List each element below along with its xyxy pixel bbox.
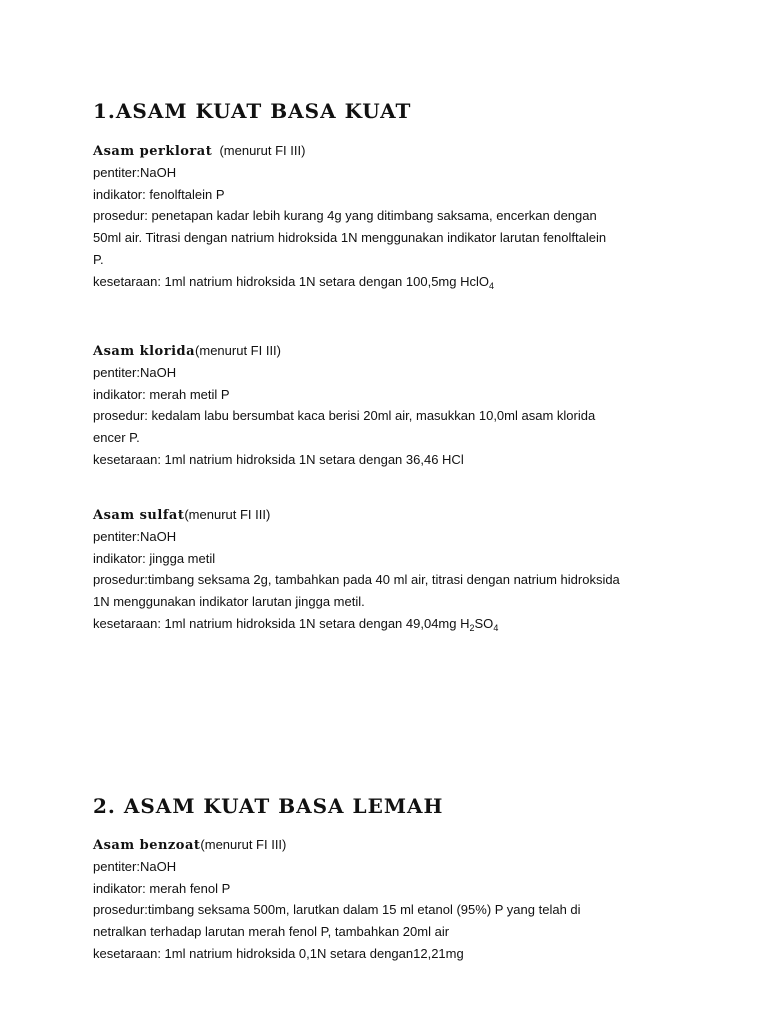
asam-perklorat-pentiter: pentiter:NaOH	[93, 165, 177, 180]
asam-sulfat-pentiter: pentiter:NaOH	[93, 529, 177, 544]
asam-perklorat-kesetaraan	[93, 271, 683, 293]
asam-perklorat-name: Asam perklorat	[93, 144, 213, 159]
section-2-heading: 2. ASAM KUAT BASA LEMAH	[93, 794, 444, 818]
asam-benzoat-pentiter: pentiter:NaOH	[93, 859, 177, 874]
asam-klorida-block	[93, 340, 683, 471]
asam-perklorat-prosedur-2: 50ml air. Titrasi dengan natrium hidroksida 1N menggunakan indikator larutan fenolftalein	[93, 230, 607, 246]
asam-benzoat-block	[93, 834, 683, 965]
asam-benzoat-indikator: indikator: merah fenol P	[93, 880, 231, 896]
asam-sulfat-kesetaraan-text: kesetaraan: 1ml natrium hidroksida 1N setara dengan 49,04mg H	[93, 615, 470, 631]
asam-sulfat-name: Asam sulfat	[93, 508, 185, 523]
asam-klorida-name: Asam klorida	[93, 344, 196, 359]
asam-klorida-kesetaraan: kesetaraan: 1ml natrium hidroksida 1N setara dengan 36,46 HCl	[93, 451, 464, 467]
asam-perklorat-kesetaraan-text: kesetaraan: 1ml natrium hidroksida 1N setara dengan 100,5mg HclO	[93, 273, 489, 289]
asam-perklorat-source: (menurut FI III)	[219, 143, 306, 158]
asam-benzoat-source: (menurut FI III)	[200, 837, 287, 852]
asam-benzoat-prosedur-2: netralkan terhadap larutan merah fenol P, tambahkan 20ml air	[93, 924, 450, 940]
asam-klorida-title	[93, 340, 683, 362]
asam-klorida-pentiter: pentiter:NaOH	[93, 365, 177, 380]
section-1-heading: 1.ASAM KUAT BASA KUAT	[93, 99, 412, 123]
asam-sulfat-kesetaraan	[93, 613, 683, 635]
asam-sulfat-source: (menurut FI III)	[184, 507, 271, 522]
asam-perklorat-kesetaraan-subscript: 4	[489, 280, 495, 291]
asam-klorida-source: (menurut FI III)	[195, 343, 281, 358]
asam-perklorat-prosedur-1: prosedur: penetapan kadar lebih kurang 4g yang ditimbang saksama, encerkan dengan	[93, 208, 597, 224]
asam-sulfat-indikator: indikator: jingga metil	[93, 550, 216, 566]
asam-sulfat-subscript-1: 2	[469, 622, 475, 633]
asam-klorida-indikator: indikator: merah metil P	[93, 386, 230, 402]
asam-sulfat-prosedur-2: 1N menggunakan indikator larutan jingga metil.	[93, 594, 365, 610]
asam-benzoat-kesetaraan: kesetaraan: 1ml natrium hidroksida 0,1N setara dengan12,21mg	[93, 945, 464, 961]
asam-benzoat-title	[93, 834, 683, 856]
asam-sulfat-prosedur-1: prosedur:timbang seksama 2g, tambahkan pada 40 ml air, titrasi dengan natrium hidroksida	[93, 572, 620, 588]
asam-perklorat-indikator: indikator: fenolftalein P	[93, 186, 225, 202]
asam-perklorat-title	[93, 140, 683, 162]
asam-benzoat-prosedur-1: prosedur:timbang seksama 500m, larutkan dalam 15 ml etanol (95%) P yang telah di	[93, 902, 581, 918]
asam-klorida-prosedur-1: prosedur: kedalam labu bersumbat kaca berisi 20ml air, masukkan 10,0ml asam klorida	[93, 408, 596, 424]
asam-klorida-prosedur-2: encer P.	[93, 430, 140, 446]
asam-sulfat-title	[93, 504, 683, 526]
asam-perklorat-block	[93, 140, 683, 292]
asam-sulfat-formula-mid: SO	[474, 615, 494, 631]
asam-perklorat-prosedur-3: P.	[93, 251, 104, 267]
asam-sulfat-subscript-2: 4	[493, 622, 499, 633]
asam-benzoat-name: Asam benzoat	[93, 838, 201, 853]
asam-sulfat-block	[93, 504, 683, 635]
